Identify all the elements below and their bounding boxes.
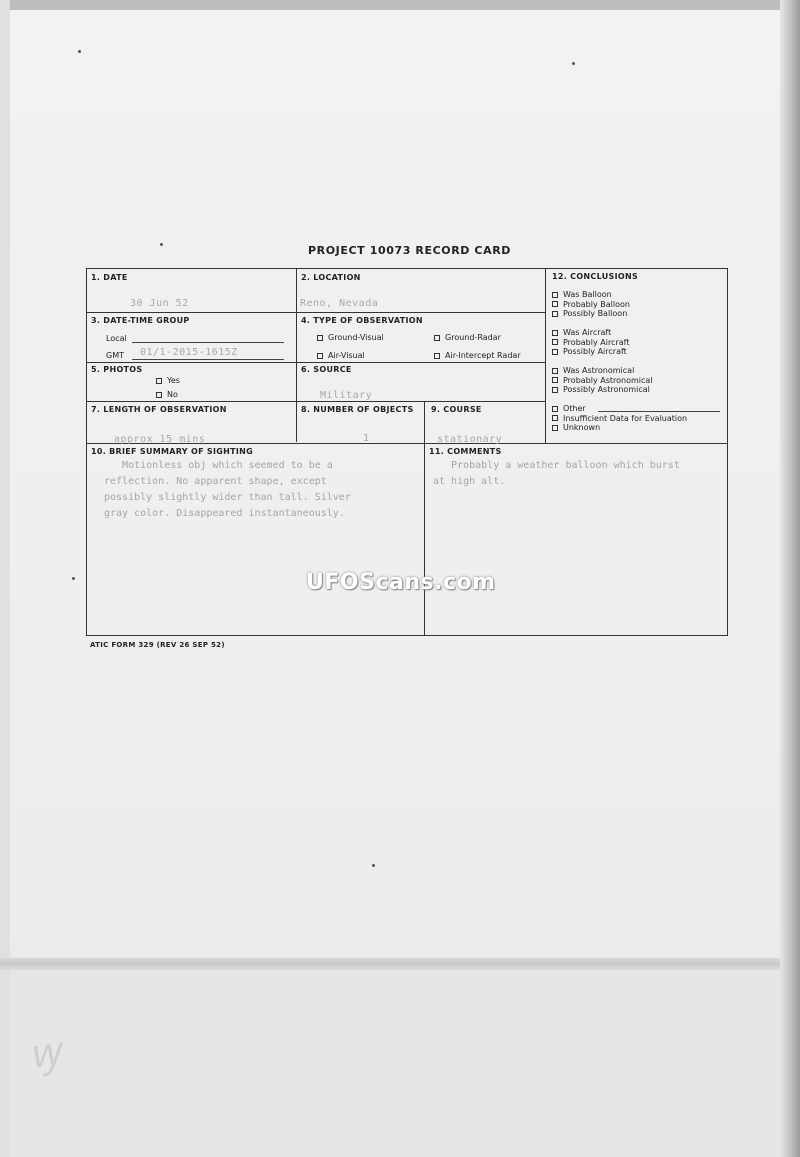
ink-smudge: ꝡ xyxy=(25,1028,63,1079)
checkbox-icon xyxy=(552,425,558,431)
summary-line: possibly slightly wider than tall. Silver xyxy=(104,492,351,503)
option-air-intercept-radar: Air-Intercept Radar xyxy=(434,351,521,360)
photos-label: 5. PHOTOS xyxy=(91,365,143,374)
location-label: 2. LOCATION xyxy=(301,273,361,282)
location-value: Reno, Nevada xyxy=(300,298,379,309)
page-fold-band xyxy=(0,958,780,970)
checkbox-icon xyxy=(552,330,558,336)
conclusion-was-balloon: Was Balloon xyxy=(552,290,612,300)
comments-line: at high alt. xyxy=(433,476,506,487)
checkbox-icon xyxy=(156,392,162,398)
conclusions-label: 12. CONCLUSIONS xyxy=(552,272,638,281)
divider xyxy=(86,312,546,313)
comments-text xyxy=(433,458,680,490)
dust-speck xyxy=(72,577,75,580)
other-fill-line xyxy=(598,411,720,412)
conclusion-probably-aircraft: Probably Aircraft xyxy=(552,338,629,348)
course-value: stationary xyxy=(437,434,503,445)
checkbox-icon xyxy=(552,368,558,374)
conclusion-was-aircraft: Was Aircraft xyxy=(552,328,611,338)
checkbox-icon xyxy=(552,311,558,317)
checkbox-icon xyxy=(317,353,323,359)
option-air-visual: Air-Visual xyxy=(317,351,365,360)
divider xyxy=(86,362,546,363)
source-label: 6. SOURCE xyxy=(301,365,352,374)
source-value: Military xyxy=(320,390,373,401)
conclusion-probably-astronomical: Probably Astronomical xyxy=(552,376,653,386)
checkbox-icon xyxy=(434,335,440,341)
conclusion-probably-balloon: Probably Balloon xyxy=(552,300,630,310)
checkbox-icon xyxy=(552,415,558,421)
date-value: 30 Jun 52 xyxy=(130,298,189,309)
option-ground-visual: Ground-Visual xyxy=(317,333,384,342)
dust-speck xyxy=(160,243,163,246)
local-label: Local xyxy=(106,334,127,343)
comments-label: 11. COMMENTS xyxy=(429,447,502,456)
checkbox-icon xyxy=(156,378,162,384)
form-number: ATIC FORM 329 (REV 26 SEP 52) xyxy=(90,641,225,649)
option-ground-radar: Ground-Radar xyxy=(434,333,501,342)
gmt-fill-line xyxy=(132,359,284,360)
checkbox-icon xyxy=(317,335,323,341)
checkbox-icon xyxy=(552,406,558,412)
length-label: 7. LENGTH OF OBSERVATION xyxy=(91,405,227,414)
divider xyxy=(296,268,297,442)
checkbox-icon xyxy=(552,301,558,307)
summary-label: 10. BRIEF SUMMARY OF SIGHTING xyxy=(91,447,254,456)
conclusion-was-astronomical: Was Astronomical xyxy=(552,366,634,376)
summary-line: gray color. Disappeared instantaneously. xyxy=(104,508,345,519)
conclusion-possibly-astronomical: Possibly Astronomical xyxy=(552,385,650,395)
date-time-group-label: 3. DATE-TIME GROUP xyxy=(91,316,190,325)
summary-line: Motionless obj which seemed to be a xyxy=(104,460,333,471)
scan-edge-top xyxy=(0,0,800,10)
gmt-label: GMT xyxy=(106,351,124,360)
checkbox-icon xyxy=(552,339,558,345)
summary-text xyxy=(104,458,351,522)
divider xyxy=(424,401,425,636)
number-of-objects-label: 8. NUMBER OF OBJECTS xyxy=(301,405,414,414)
divider xyxy=(545,268,546,444)
conclusion-insufficient-data: Insufficient Data for Evaluation xyxy=(552,414,687,424)
watermark: UFOScans.com xyxy=(306,570,496,595)
lower-page-area xyxy=(10,970,780,1157)
dust-speck xyxy=(372,864,375,867)
local-fill-line xyxy=(132,342,284,343)
number-of-objects-value: 1 xyxy=(363,433,370,444)
observation-type-label: 4. TYPE OF OBSERVATION xyxy=(301,316,423,325)
checkbox-icon xyxy=(552,292,558,298)
conclusion-unknown: Unknown xyxy=(552,423,600,433)
dust-speck xyxy=(572,62,575,65)
conclusion-other: Other xyxy=(552,404,586,414)
comments-line: Probably a weather balloon which burst xyxy=(433,460,680,471)
length-value: approx 15 mins xyxy=(114,434,206,445)
checkbox-icon xyxy=(552,349,558,355)
card-title: PROJECT 10073 RECORD CARD xyxy=(308,244,512,257)
dust-speck xyxy=(78,50,81,53)
conclusion-possibly-balloon: Possibly Balloon xyxy=(552,309,627,319)
checkbox-icon xyxy=(552,377,558,383)
summary-line: reflection. No apparent shape, except xyxy=(104,476,327,487)
course-label: 9. COURSE xyxy=(431,405,482,414)
conclusion-possibly-aircraft: Possibly Aircraft xyxy=(552,347,627,357)
gmt-value: 01/1-2015-1615Z xyxy=(140,347,238,358)
date-label: 1. DATE xyxy=(91,273,128,282)
checkbox-icon xyxy=(552,387,558,393)
photos-no: No xyxy=(156,390,178,399)
divider xyxy=(86,401,546,402)
scan-edge-right xyxy=(780,0,800,1157)
photos-yes: Yes xyxy=(156,376,180,385)
scan-edge-left xyxy=(0,0,10,1157)
checkbox-icon xyxy=(434,353,440,359)
